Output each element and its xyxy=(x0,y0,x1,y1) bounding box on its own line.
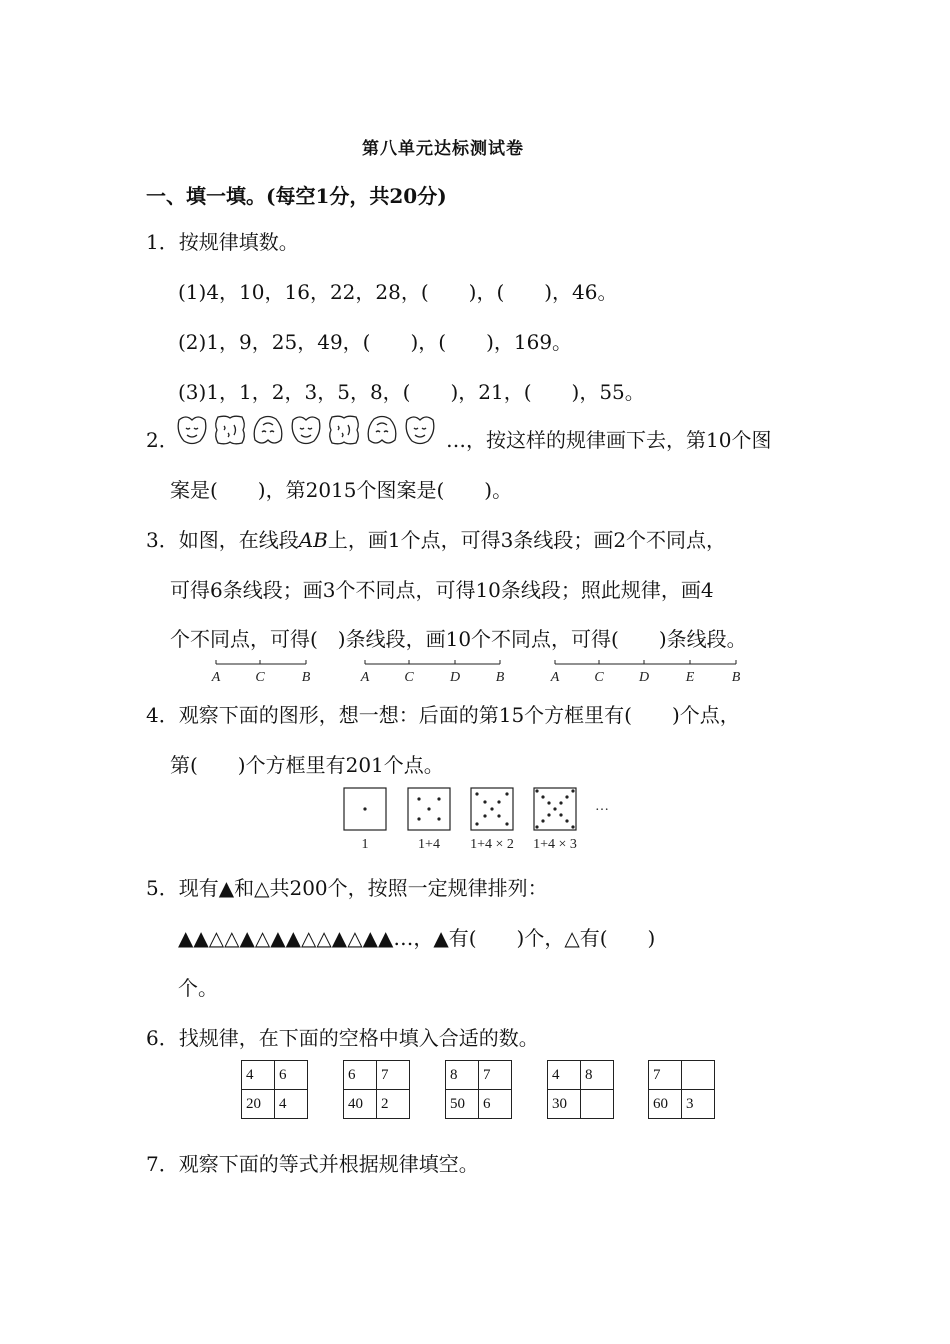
grid-cell: 7 xyxy=(649,1061,682,1090)
q5-line2: ▲▲△△▲△▲▲△△▲△▲▲…，▲有( )个，△有( ) xyxy=(178,926,656,950)
grid-cell: 6 xyxy=(275,1061,308,1090)
seg3-label-d: D xyxy=(638,670,650,685)
dot-box-label-1: 1 xyxy=(361,837,369,852)
dot-box-label-2: 1+4 xyxy=(418,837,440,852)
face-smile-icon xyxy=(292,417,320,444)
grid-cell: 8 xyxy=(581,1061,614,1090)
grid-cell: 7 xyxy=(377,1061,410,1090)
q1-part3: (3)1，1，2，3，5，8，( )，21，( )，55。 xyxy=(178,380,645,404)
seg2-label-a: A xyxy=(360,670,370,685)
face-pattern-figure xyxy=(174,412,444,448)
face-side-icon xyxy=(330,416,359,444)
grid-cell: 4 xyxy=(548,1061,581,1090)
seg1-label-b: B xyxy=(301,670,311,685)
face-upside-icon xyxy=(368,417,396,444)
number-grid-2 xyxy=(343,1060,410,1119)
q2-line2: 案是( )，第2015个图案是( )。 xyxy=(170,478,513,502)
seg3-label-c: C xyxy=(594,670,604,685)
seg2-label-d: D xyxy=(449,670,461,685)
seg3-label-b: B xyxy=(731,670,741,685)
number-grid-3 xyxy=(445,1060,512,1119)
grid-cell-blank xyxy=(581,1090,614,1119)
q7-stem: 7．观察下面的等式并根据规律填空。 xyxy=(146,1152,479,1176)
q6-stem: 6．找规律，在下面的空格中填入合适的数。 xyxy=(146,1026,539,1050)
grid-cell: 60 xyxy=(649,1090,682,1119)
seg1-label-a: A xyxy=(211,670,221,685)
q3-line2: 可得6条线段；画3个不同点，可得10条线段；照此规律，画4 xyxy=(170,578,714,602)
dot-box-ellipsis: … xyxy=(595,799,609,814)
face-smile-icon xyxy=(406,417,434,444)
grid-cell: 8 xyxy=(446,1061,479,1090)
grid-cell: 30 xyxy=(548,1090,581,1119)
seg1-label-c: C xyxy=(255,670,265,685)
q4-line2: 第( )个方框里有201个点。 xyxy=(170,753,444,777)
number-grid-5 xyxy=(648,1060,715,1119)
grid-cell: 2 xyxy=(377,1090,410,1119)
grid-cell: 4 xyxy=(275,1090,308,1119)
face-side-icon xyxy=(216,416,245,444)
section-heading: 一、填一填。(每空1分，共20分) xyxy=(146,184,447,208)
q5-line3: 个。 xyxy=(178,976,218,1000)
number-grid-4 xyxy=(547,1060,614,1119)
grid-cell-blank xyxy=(682,1061,715,1090)
q5-line1: 5．现有▲和△共200个，按照一定规律排列： xyxy=(146,876,548,900)
page-title: 第八单元达标测试卷 xyxy=(362,139,524,159)
q4-line1: 4．观察下面的图形，想一想：后面的第15个方框里有( )个点， xyxy=(146,703,740,727)
grid-cell: 6 xyxy=(479,1090,512,1119)
q3-line1-b: 上，画1个点，可得3条线段；画2个不同点， xyxy=(327,528,727,552)
q1-part1: (1)4，10，16，22，28，( )，( )，46。 xyxy=(178,280,618,304)
dot-box-label-3: 1+4 × 2 xyxy=(470,837,514,852)
q3-line1-a: 3．如图，在线段 xyxy=(146,528,299,552)
q1-stem: 1．按规律填数。 xyxy=(146,230,299,254)
q1-part2: (2)1，9，25，49，( )，( )，169。 xyxy=(178,330,573,354)
grid-cell: 50 xyxy=(446,1090,479,1119)
seg3-label-e: E xyxy=(685,670,695,685)
grid-cell: 20 xyxy=(242,1090,275,1119)
segment-diagrams xyxy=(200,655,760,687)
q3-segment-name: AB xyxy=(298,528,328,552)
face-smile-icon xyxy=(178,417,206,444)
grid-cell: 4 xyxy=(242,1061,275,1090)
q2-text-tail: …，按这样的规律画下去，第10个图 xyxy=(446,428,772,452)
dot-box-figures xyxy=(340,784,630,856)
seg3-label-a: A xyxy=(550,670,560,685)
number-grid-1 xyxy=(241,1060,308,1119)
seg2-label-c: C xyxy=(404,670,414,685)
grid-cell: 3 xyxy=(682,1090,715,1119)
grid-cell: 40 xyxy=(344,1090,377,1119)
q3-line1 xyxy=(146,528,726,552)
face-upside-icon xyxy=(254,417,282,444)
q2-number: 2． xyxy=(146,428,179,452)
grid-cell: 7 xyxy=(479,1061,512,1090)
grid-cell: 6 xyxy=(344,1061,377,1090)
q3-line3: 个不同点，可得( )条线段，画10个不同点，可得( )条线段。 xyxy=(170,627,747,651)
seg2-label-b: B xyxy=(495,670,505,685)
dot-box-label-4: 1+4 × 3 xyxy=(533,837,577,852)
